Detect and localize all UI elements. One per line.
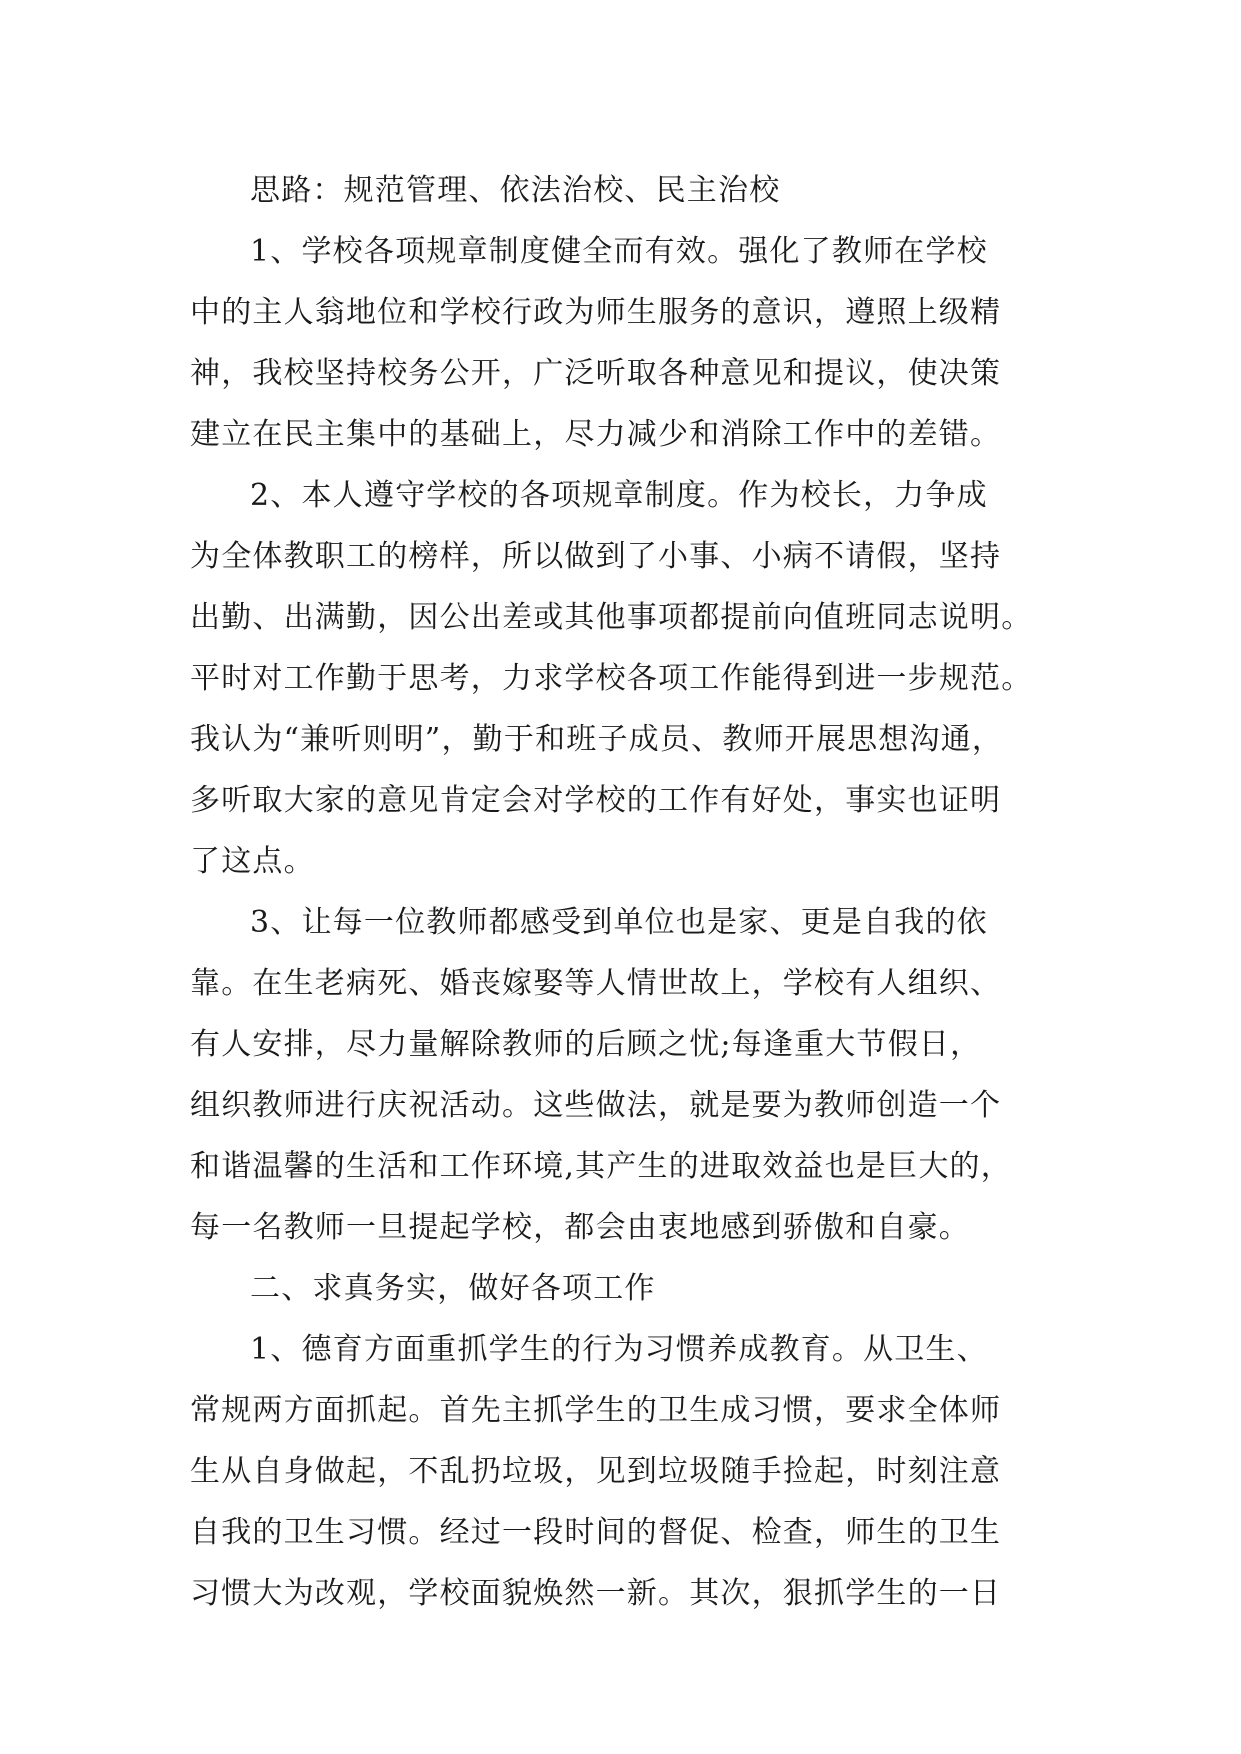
paragraph-line: 2、本人遵守学校的各项规章制度。作为校长，力争成: [250, 478, 988, 513]
paragraph-line: 建立在民主集中的基础上，尽力减少和消除工作中的差错。: [190, 417, 1002, 452]
paragraph-line: 为全体教职工的榜样，所以做到了小事、小病不请假，坚持: [190, 539, 1002, 574]
paragraph-line: 有人安排，尽力量解除教师的后顾之忧;每逢重大节假日，: [190, 1027, 982, 1062]
paragraph-line: 多听取大家的意见肯定会对学校的工作有好处，事实也证明: [190, 783, 1002, 818]
paragraph-line: 和谐温馨的生活和工作环境,其产生的进取效益也是巨大的，: [190, 1149, 1012, 1184]
paragraph-line: 习惯大为改观，学校面貌焕然一新。其次，狠抓学生的一日: [190, 1576, 1002, 1611]
section-heading: 思路：规范管理、依法治校、民主治校: [250, 173, 781, 208]
paragraph-line: 自我的卫生习惯。经过一段时间的督促、检查，师生的卫生: [190, 1515, 1002, 1550]
paragraph-line: 靠。在生老病死、婚丧嫁娶等人情世故上，学校有人组织、: [190, 966, 1002, 1001]
paragraph-line: 3、让每一位教师都感受到单位也是家、更是自我的依: [250, 905, 988, 940]
paragraph-line: 生从自身做起，不乱扔垃圾，见到垃圾随手捡起，时刻注意: [190, 1454, 1002, 1489]
paragraph-line: 组织教师进行庆祝活动。这些做法，就是要为教师创造一个: [190, 1088, 1002, 1123]
paragraph-line: 了这点。: [190, 844, 315, 879]
paragraph-line: 1、学校各项规章制度健全而有效。强化了教师在学校: [250, 234, 988, 269]
paragraph-line: 每一名教师一旦提起学校，都会由衷地感到骄傲和自豪。: [190, 1210, 970, 1245]
paragraph-line: 神，我校坚持校务公开，广泛听取各种意见和提议，使决策: [190, 356, 1002, 391]
paragraph-line: 1、德育方面重抓学生的行为习惯养成教育。从卫生、: [250, 1332, 988, 1367]
paragraph-line: 中的主人翁地位和学校行政为师生服务的意识，遵照上级精: [190, 295, 1002, 330]
paragraph-line: 我认为“兼听则明”，勤于和班子成员、教师开展思想沟通，: [190, 722, 1004, 757]
paragraph-line: 平时对工作勤于思考，力求学校各项工作能得到进一步规范。: [190, 661, 1033, 696]
section-heading: 二、求真务实，做好各项工作: [250, 1271, 656, 1306]
document-body: [190, 160, 1060, 1624]
paragraph-line: 出勤、出满勤，因公出差或其他事项都提前向值班同志说明。: [190, 600, 1033, 635]
paragraph-line: 常规两方面抓起。首先主抓学生的卫生成习惯，要求全体师: [190, 1393, 1002, 1428]
